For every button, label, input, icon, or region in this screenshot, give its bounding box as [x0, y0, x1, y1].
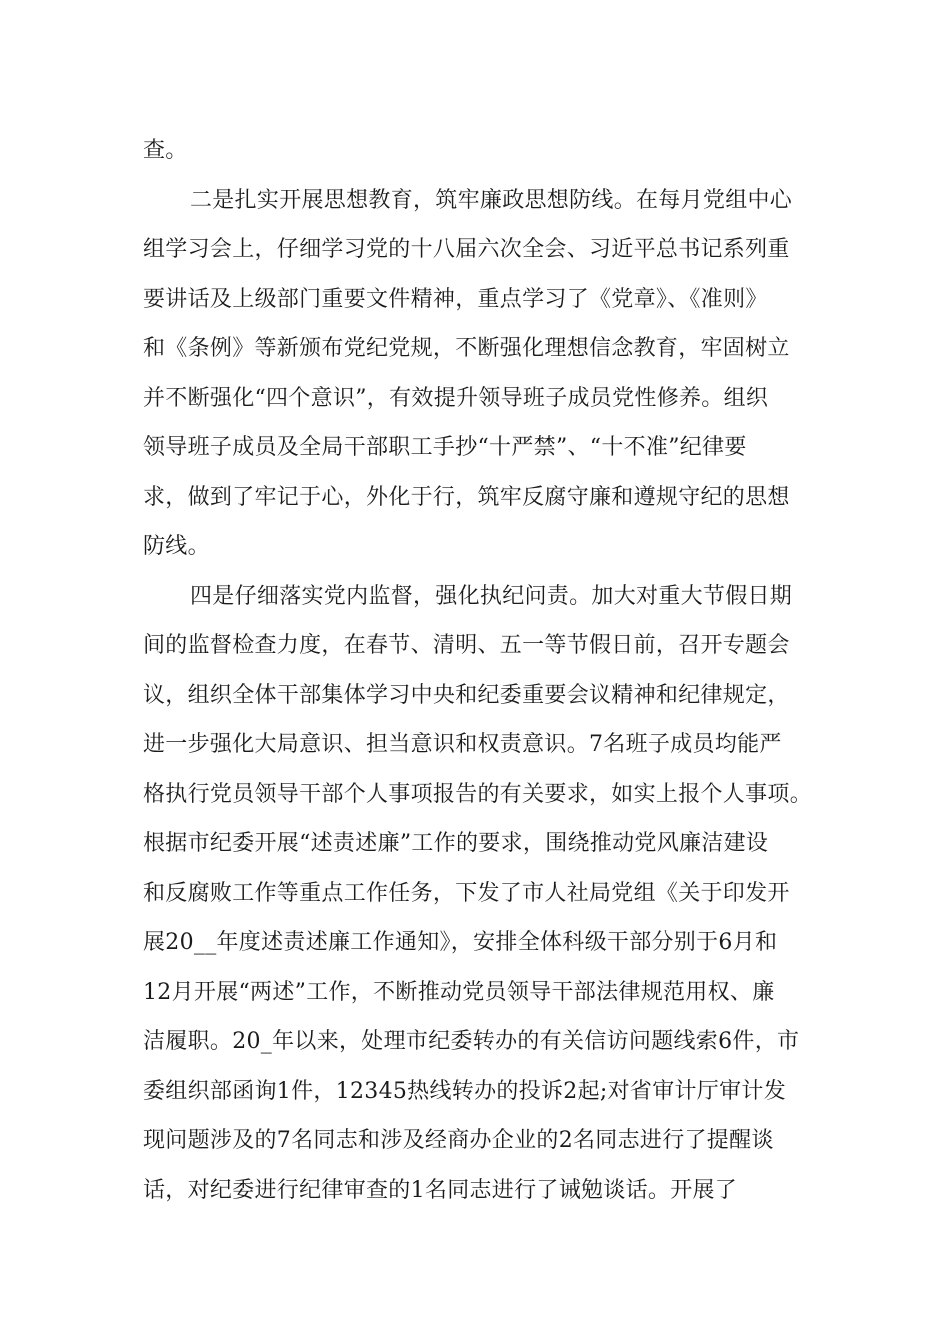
- text-line: 进一步强化大局意识、担当意识和权责意识。7名班子成员均能严: [143, 732, 782, 757]
- text-line: 和《条例》等新颁布党纪党规，不断强化理想信念教育，牢固树立: [143, 336, 790, 361]
- text-line: 根据市纪委开展“述责述廉”工作的要求，围绕推动党风廉洁建设: [143, 831, 769, 856]
- text-line: 议，组织全体干部集体学习中央和纪委重要会议精神和纪律规定，: [143, 683, 790, 708]
- text-line: 现问题涉及的7名同志和涉及经商办企业的2名同志进行了提醒谈: [143, 1128, 774, 1153]
- text-line: 格执行党员领导干部个人事项报告的有关要求，如实上报个人事项。: [143, 782, 813, 807]
- text-line: 查。: [143, 138, 188, 163]
- text-line: 求，做到了牢记于心，外化于行，筑牢反腐守廉和遵规守纪的思想: [143, 485, 790, 510]
- text-line: 洁履职。20_年以来，处理市纪委转办的有关信访问题线索6件，市: [143, 1029, 800, 1054]
- text-line: 间的监督检查力度，在春节、清明、五一等节假日前，召开专题会: [143, 633, 790, 658]
- text-line: 委组织部函询1件，12345热线转办的投诉2起;对省审计厅审计发: [143, 1079, 786, 1104]
- text-line: 组学习会上，仔细学习党的十八届六次全会、习近平总书记系列重: [143, 237, 790, 262]
- text-line: 话，对纪委进行纪律审查的1名同志进行了诫勉谈话。开展了: [143, 1178, 738, 1203]
- text-line: 防线。: [143, 534, 210, 559]
- text-line: 四是仔细落实党内监督，强化执纪问责。加大对重大节假日期: [190, 584, 793, 609]
- text-line: 并不断强化“四个意识”，有效提升领导班子成员党性修养。组织: [143, 386, 769, 411]
- text-line: 展20__年度述责述廉工作通知》，安排全体科级干部分别于6月和: [143, 930, 778, 955]
- text-line: 和反腐败工作等重点工作任务，下发了市人社局党组《关于印发开: [143, 881, 790, 906]
- text-line: 领导班子成员及全局干部职工手抄“十严禁”、“十不准”纪律要: [143, 435, 747, 460]
- text-line: 12月开展“两述”工作，不断推动党员领导干部法律规范用权、廉: [143, 980, 775, 1005]
- text-line: 二是扎实开展思想教育，筑牢廉政思想防线。在每月党组中心: [190, 188, 793, 213]
- text-line: 要讲话及上级部门重要文件精神，重点学习了《党章》、《准则》: [143, 287, 768, 312]
